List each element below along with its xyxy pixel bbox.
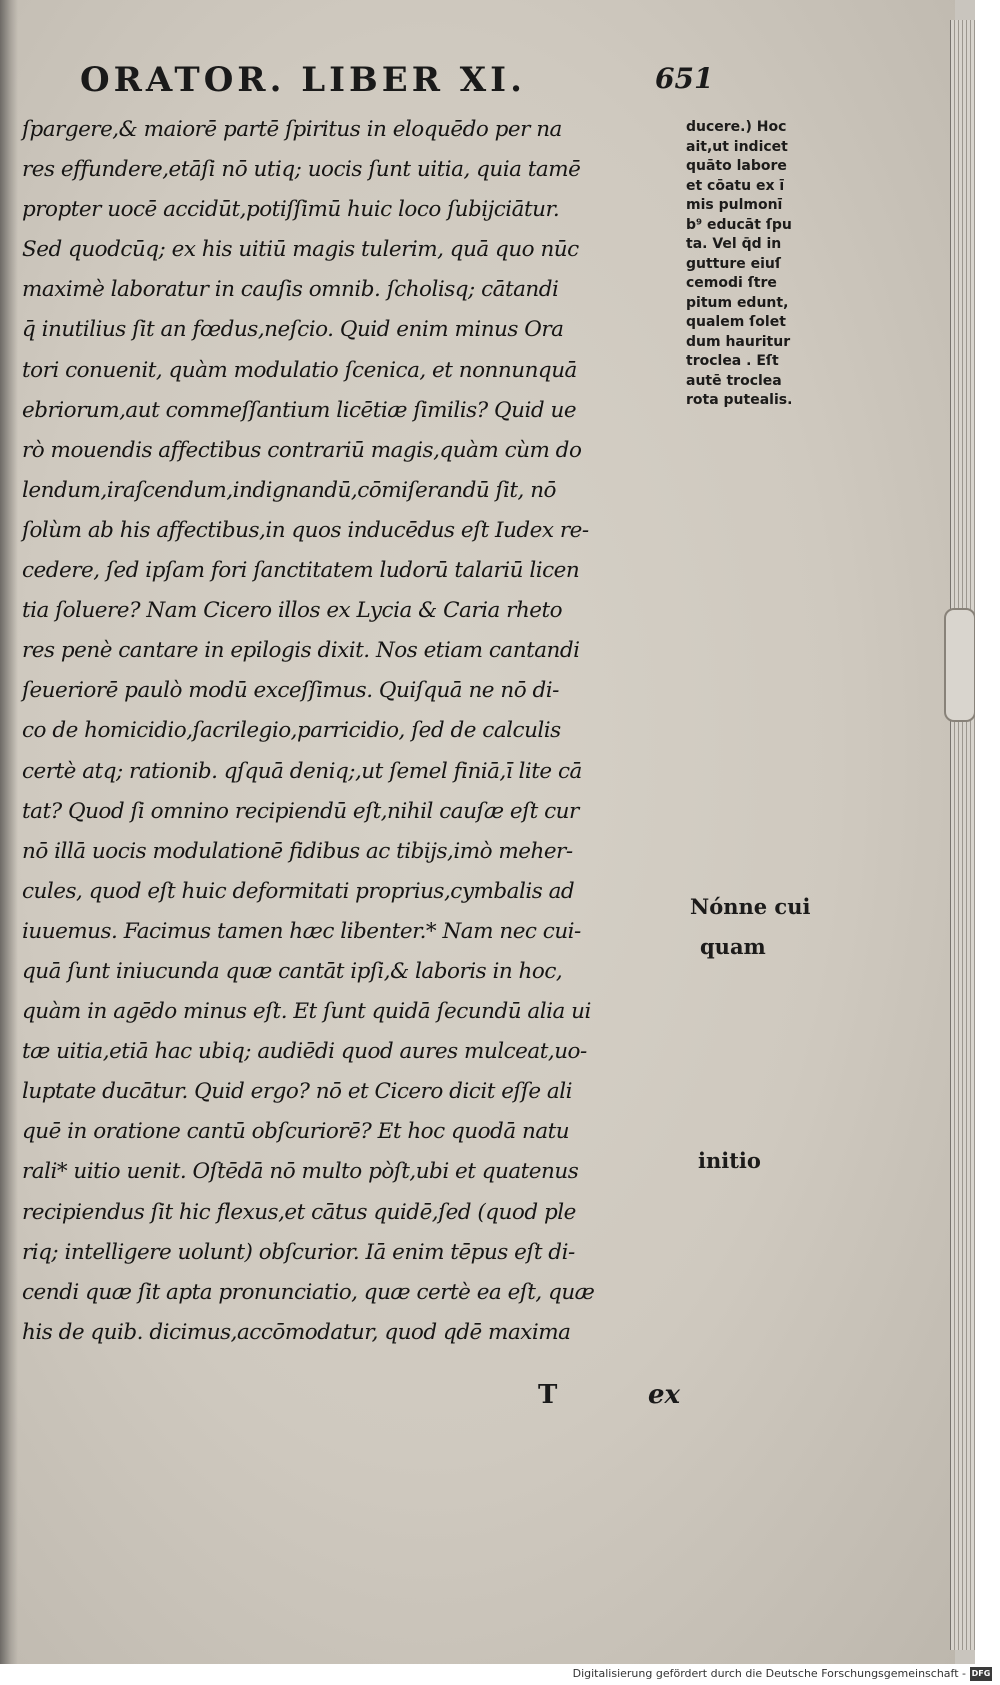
gloss-line: cemodi ſtre bbox=[686, 275, 777, 291]
gloss-line: rota putealis. bbox=[686, 392, 793, 408]
running-title: ORATOR. LIBER XI. bbox=[80, 60, 526, 100]
dfg-logo: DFG bbox=[970, 1667, 992, 1681]
book-gutter bbox=[0, 0, 18, 1664]
gloss-line: dum hauritur bbox=[686, 333, 791, 350]
margin-note-nonne-cui: Nónne cui bbox=[690, 894, 811, 919]
text-line: q̄ inutilius ſit an fœdus,neſcio. Quid enim minus Ora bbox=[22, 317, 564, 343]
footer-credit: Digitalisierung gefördert durch die Deutsche Forschungsgemeinschaft - bbox=[572, 1667, 966, 1680]
text-line: propter uocē accidūt,potiſſimū huic loco ſubijciātur. bbox=[22, 197, 560, 223]
gloss-line: b⁹ educāt ſpu bbox=[686, 216, 792, 233]
gloss-line: mis pulmonī bbox=[686, 197, 783, 213]
text-line: tæ uitia,etiā hac ubiq; audiēdi quod aures mulceat,uo- bbox=[22, 1039, 587, 1065]
margin-note-initio: initio bbox=[698, 1148, 761, 1173]
footer-bar bbox=[0, 1664, 1000, 1685]
gloss-line: qualem ſolet bbox=[686, 314, 786, 330]
running-header bbox=[80, 60, 720, 106]
book-clasp bbox=[944, 608, 975, 722]
page-edges bbox=[950, 20, 975, 1650]
gloss-line: ta. Vel q̄d in bbox=[686, 236, 782, 252]
gloss-line: et cōatu ex ī bbox=[686, 177, 785, 194]
text-line: rò mouendis affectibus contrariū magis,quàm cùm do bbox=[22, 437, 582, 463]
text-line: quē in oratione cantū obſcuriorē? Et hoc quodā natu bbox=[22, 1119, 570, 1145]
text-line: certè atq; rationib. qſquā deniq;,ut ſemel finiā,ī lite cā bbox=[22, 758, 582, 784]
text-line: ſolùm ab his affectibus,in quos inducēdus eſt Iudex re- bbox=[22, 517, 589, 543]
text-line: iuuemus. Facimus tamen hæc libenter.* Nam nec cui- bbox=[22, 918, 581, 944]
text-line: ebriorum,aut commeſſantium licētiæ ſimilis? Quid ue bbox=[22, 397, 577, 423]
text-line: tia ſoluere? Nam Cicero illos ex Lycia & Caria rheto bbox=[22, 598, 563, 624]
gloss-line: gutture eiuſ bbox=[686, 255, 781, 272]
gloss-line: ducere.) Hoc bbox=[686, 119, 787, 135]
marginal-gloss bbox=[686, 118, 836, 411]
gloss-line: quāto labore bbox=[686, 158, 787, 174]
text-line: cendi quæ ſit apta pronunciatio, quæ certè ea eſt, quæ bbox=[22, 1279, 595, 1305]
text-line: cules, quod eſt huic deformitati proprius,cymbalis ad bbox=[22, 878, 575, 904]
gloss-line: pitum edunt, bbox=[686, 294, 789, 311]
text-line: riq; intelligere uolunt) obſcurior. Iā enim tēpus eſt di- bbox=[22, 1239, 575, 1265]
text-line: luptate ducātur. Quid ergo? nō et Cicero dicit eſſe ali bbox=[22, 1079, 572, 1105]
text-line: nō illā uocis modulationē fidibus ac tibijs,imò meher- bbox=[22, 838, 573, 864]
text-line: his de quib. dicimus,accōmodatur, quod qdē maxima bbox=[22, 1319, 571, 1345]
text-line: quàm in agēdo minus eſt. Et ſunt quidā ſecundū alia ui bbox=[22, 999, 591, 1025]
text-line: Sed quodcūq; ex his uitiū magis tulerim, quā quo nūc bbox=[22, 237, 579, 263]
text-line: co de homicidio,ſacrilegio,parricidio, ſed de calculis bbox=[22, 718, 561, 744]
catchword: ex bbox=[648, 1380, 681, 1410]
text-line: rali* uitio uenit. Oſtēdā nō multo pòſt,ubi et quatenus bbox=[22, 1159, 579, 1185]
text-line: recipiendus ſit hic flexus,et cātus quidē,ſed (quod ple bbox=[22, 1199, 576, 1225]
text-line: res effundere,etāſi nō utiq; uocis ſunt uitia, quia tamē bbox=[22, 157, 581, 183]
gloss-line: ait,ut indicet bbox=[686, 138, 788, 155]
text-line: tat? Quod ſi omnino recipiendū eſt,nihil cauſæ eſt cur bbox=[22, 798, 579, 824]
text-line: maximè laboratur in cauſis omnib. ſcholisq; cātandi bbox=[22, 277, 559, 303]
text-line: cedere, ſed ipſam fori ſanctitatem ludorū talariū licen bbox=[22, 558, 580, 584]
signature-mark: T bbox=[538, 1380, 558, 1410]
gloss-line: troclea . Eſt bbox=[686, 353, 779, 369]
margin-note-quam: quam bbox=[700, 934, 766, 959]
folio-number: 651 bbox=[655, 62, 714, 95]
main-text-block bbox=[22, 110, 682, 1353]
gloss-line: autē troclea bbox=[686, 372, 782, 389]
text-line: quā ſunt iniucunda quæ cantāt ipſi,& laboris in hoc, bbox=[22, 958, 563, 984]
text-line: ſeueriorē paulò modū exceſſimus. Quiſquā ne nō di- bbox=[22, 678, 559, 704]
text-line: tori conuenit, quàm modulatio ſcenica, et nonnunquā bbox=[22, 357, 577, 383]
text-line: lendum,iraſcendum,indignandū,cōmiſerandū ſit, nō bbox=[22, 477, 556, 503]
text-line: res penè cantare in epilogis dixit. Nos etiam cantandi bbox=[22, 638, 580, 664]
text-line: ſpargere,& maiorē partē ſpiritus in eloquēdo per na bbox=[22, 117, 562, 142]
